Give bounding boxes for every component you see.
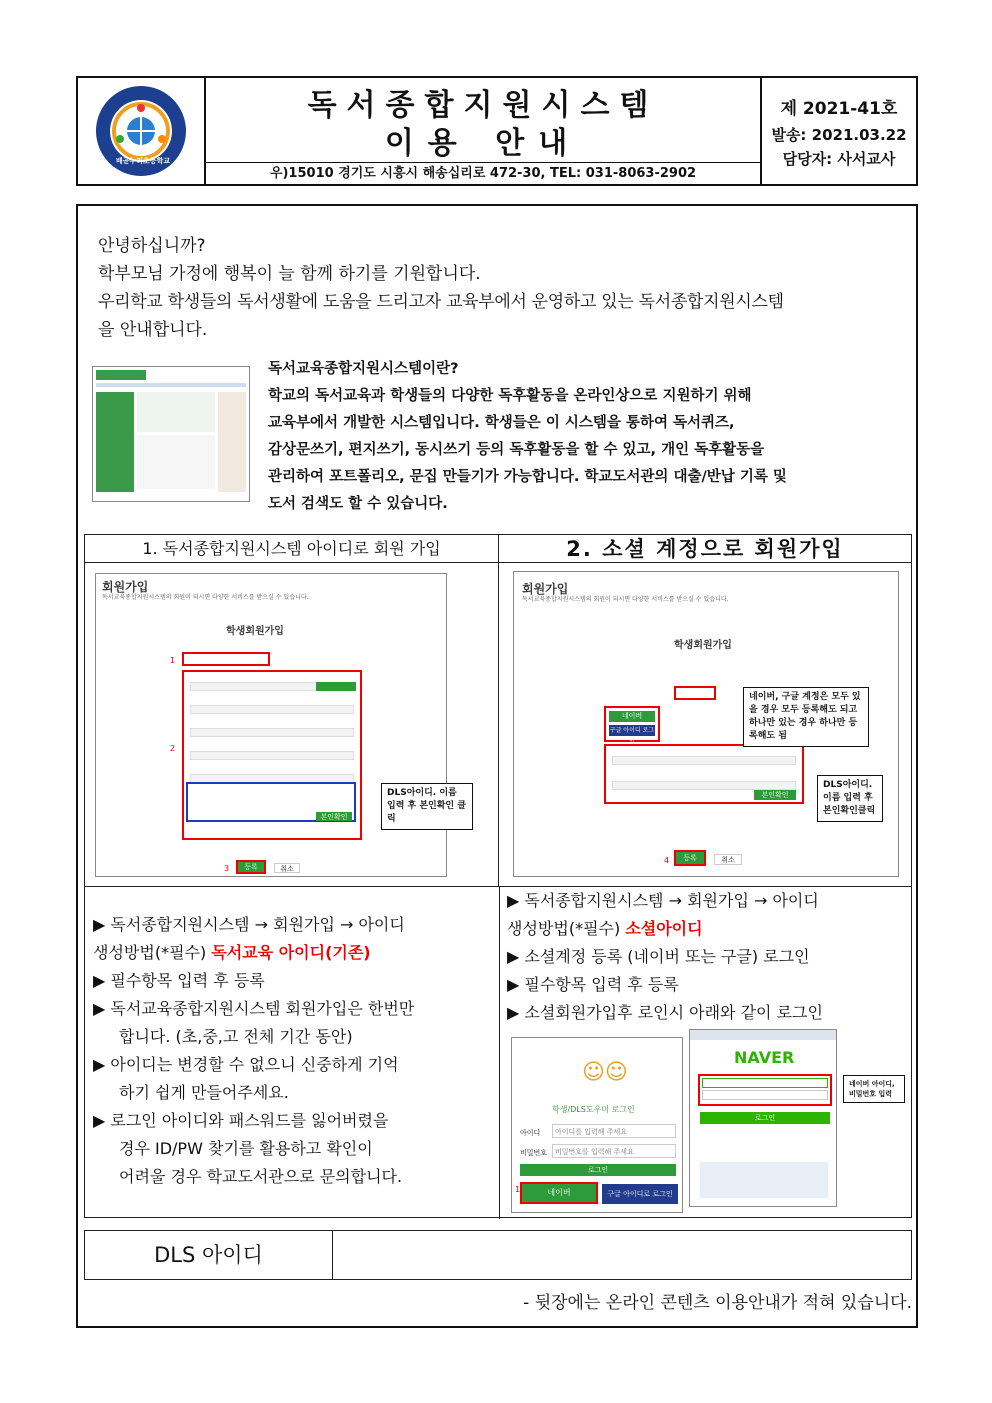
s1-bullet-1a: ▶ 독서종합지원시스템 → 회원가입 → 아이디 (93, 915, 405, 934)
s2-shot-title: 회원가입 (522, 582, 569, 596)
s1-bullet-5a: ▶ 로그인 아이디와 패스워드를 잃어버렸을 (93, 1111, 389, 1130)
dls-id-value-field[interactable] (333, 1231, 911, 1279)
logo-ring-text (78, 78, 79, 79)
s2-bullet-1a: ▶ 독서종합지원시스템 → 회원가입 → 아이디 (507, 891, 819, 910)
dls-login-screenshot (511, 1037, 683, 1213)
pw-label: 비밀번호 (520, 1149, 548, 1157)
greeting: 안녕하십니까? (98, 236, 206, 256)
naver-login-btn: 로그인 (700, 1112, 830, 1124)
s2-bullet-3: ▶ 필수항목 입력 후 등록 (507, 975, 679, 994)
section1-form-screenshot (95, 573, 447, 877)
s2-bullet-1b-text: 생성방법(*필수) (507, 919, 626, 938)
s1-callout: DLS아이디. 이름 입력 후 본인확인 클릭 (381, 783, 473, 830)
desc-line-3: 감상문쓰기, 편지쓰기, 동시쓰기 등의 독후활동을 할 수 있고, 개인 독후활동을 (268, 442, 765, 458)
id-label: 아이디 (520, 1129, 541, 1137)
s1-verify-button: 본인확인 (316, 812, 352, 821)
intro-line-4: 을 안내합니다. (98, 320, 208, 340)
s2-naver-button: 네이버 (609, 711, 655, 722)
intro-text (98, 232, 908, 344)
s1-id-method-box (182, 652, 270, 666)
section2-title: 2. 소셜 계정으로 회원가입 (499, 535, 911, 563)
desc-line-2: 교육부에서 개발한 시스템입니다. 학생들은 이 시스템을 통하여 독서퀴즈, (268, 415, 735, 431)
s1-bullet-4a: ▶ 아이디는 변경할 수 없으니 신중하게 기억 (93, 1055, 399, 1074)
title-cell (206, 78, 762, 184)
doc-number: 제 2021-41호 (780, 99, 898, 119)
s2-form-title: 학생회원가입 (674, 640, 732, 651)
section2-instructions (507, 887, 907, 1027)
s1-step-3: 3 (224, 864, 230, 873)
pw-input: 비밀번호를 입력해 주세요 (552, 1144, 676, 1158)
s2-social-id-box (674, 686, 716, 700)
s2-google-button: 구글 아이디 로그인 (609, 727, 655, 745)
s1-shot-subtitle: 독서교육종합지원시스템의 회원이 되시면 다양한 서비스를 받으실 수 있습니다. (102, 594, 309, 601)
section1-title: 1. 독서종합지원시스템 아이디로 회원 가입 (85, 535, 499, 563)
id-input: 아이디를 입력해 주세요 (552, 1124, 676, 1138)
s1-id-type-highlight: 독서교육 아이디(기존) (211, 943, 371, 962)
section2-screenshot-cell (499, 563, 911, 887)
mascot-icon: ☺☺ (582, 1060, 628, 1085)
section1-screenshot-cell (85, 563, 499, 887)
s1-step-2: 2 (170, 744, 176, 753)
footer-note: - 뒷장에는 온라인 콘텐츠 이용안내가 적혀 있습니다. (523, 1293, 912, 1313)
s1-bullet-2: ▶ 필수항목 입력 후 등록 (93, 971, 265, 990)
s2-bullet-2: ▶ 소셜계정 등록 (네이버 또는 구글) 로그인 (507, 947, 810, 966)
login-title: 학생/DLS도우미 로그인 (552, 1105, 635, 1114)
dls-id-label: DLS 아이디 (85, 1231, 333, 1279)
google-login-button: 구글 아이디로 로그인 (602, 1184, 678, 1204)
naver-credentials-box (698, 1074, 832, 1106)
main-content (76, 204, 918, 1328)
s1-form-title: 학생회원가입 (226, 626, 284, 637)
desc-line-1: 학교의 독서교육과 학생들의 다양한 독후활동을 온라인상으로 지원하기 위해 (268, 388, 752, 404)
desc-line-5: 도서 검색도 할 수 있습니다. (268, 496, 448, 512)
naver-logo: NAVER (734, 1048, 795, 1067)
intro-line-3: 우리학교 학생들의 독서생활에 도움을 드리고자 교육부에서 운영하고 있는 독서종합지원시스템 (98, 292, 784, 312)
s2-callout-dls: DLS아이디. 이름 입력 후 본인확인클릭 (817, 775, 883, 822)
system-description (268, 356, 908, 518)
s2-callout-social: 네이버, 구글 계정은 모두 있을 경우 모두 등록해도 되고 하나만 있는 경우 하나만 등록해도 됨 (743, 687, 869, 747)
section1-instructions (93, 897, 491, 1207)
column-divider (499, 887, 500, 1219)
s1-bullet-4b: 하기 쉽게 만들어주세요. (119, 1083, 289, 1102)
s2-cancel-button: 취소 (714, 854, 742, 865)
dls-id-row (84, 1230, 912, 1280)
naver-login-screenshot (689, 1029, 837, 1207)
s2-social-buttons-box (604, 706, 660, 745)
logo-bottom-text: 배곧누리초등학교 (116, 157, 171, 165)
title-line-2: 이용 안내 (384, 126, 582, 161)
naver-callout: 네이버 아이디, 비밀번호 입력 (843, 1075, 905, 1103)
logo-cell (78, 78, 206, 184)
s1-register-button: 등록 (236, 860, 266, 874)
dls-site-thumbnail (92, 366, 250, 502)
document-info (762, 78, 916, 184)
s2-shot-subtitle: 독서교육종합지원시스템의 회원이 되시면 다양한 서비스를 받으실 수 있습니다. (522, 596, 729, 603)
s2-register-button: 등록 (674, 850, 706, 866)
s1-check-button (316, 682, 356, 691)
s2-verify-button: 본인확인 (754, 790, 796, 800)
signup-table (84, 534, 912, 1218)
manager: 담당자: 사서교사 (782, 150, 896, 168)
naver-login-button: 네이버 (520, 1182, 598, 1204)
login-button: 로그인 (520, 1164, 676, 1176)
s1-bullet-1b-text: 생성방법(*필수) (93, 943, 212, 962)
desc-heading: 독서교육종합지원시스템이란? (268, 361, 459, 377)
s2-bullet-4: ▶ 소셜회원가입후 로인시 아래와 같이 로그인 (507, 1003, 823, 1022)
s1-cancel-button: 취소 (274, 863, 300, 873)
s2-step-4: 4 (664, 856, 670, 865)
s1-bullet-3a: ▶ 독서교육종합지원시스템 회원가입은 한번만 (93, 999, 415, 1018)
s1-bullet-1b (93, 939, 491, 967)
intro-line-2: 학부모님 가정에 행복이 늘 함께 하기를 기원합니다. (98, 264, 481, 284)
s1-bullet-3b: 합니다. (초,중,고 전체 기간 동안) (119, 1027, 353, 1046)
s1-step-1: 1 (170, 656, 176, 665)
school-address: 우)15010 경기도 시흥시 해송십리로 472-30, TEL: 031-8063-2902 (206, 162, 760, 184)
s1-shot-title: 회원가입 (102, 580, 149, 594)
login-step-1: 1 (515, 1185, 521, 1194)
issue-date: 발송: 2021.03.22 (771, 126, 907, 144)
s2-id-type-highlight: 소셜아이디 (625, 919, 703, 938)
naver-banner (700, 1162, 828, 1198)
s1-bullet-5c: 어려울 경우 학교도서관으로 문의합니다. (119, 1167, 403, 1186)
title-line-1: 독서종합지원시스템 (307, 88, 659, 123)
document-header (76, 76, 918, 186)
s1-bullet-5b: 경우 ID/PW 찾기를 활용하고 확인이 (119, 1139, 373, 1158)
s2-bullet-1b (507, 915, 907, 943)
desc-line-4: 관리하여 포트폴리오, 문집 만들기가 가능합니다. 학교도서관의 대출/반납 기록 및 (268, 469, 787, 485)
